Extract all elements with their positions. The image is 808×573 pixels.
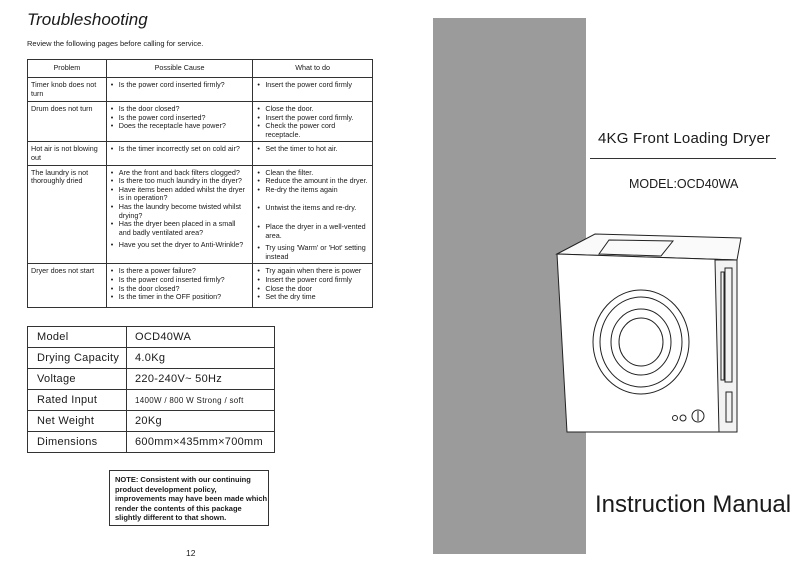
action-item: • Clean the filter. xyxy=(256,169,369,178)
problem-cell: Dryer does not start xyxy=(28,264,107,308)
spec-value: 4.0Kg xyxy=(127,348,275,369)
table-row xyxy=(28,102,373,142)
spec-label: Drying Capacity xyxy=(28,348,127,369)
page-number: 12 xyxy=(186,548,196,558)
problem-cell: Drum does not turn xyxy=(28,102,107,142)
cause-item: • Have items been added whilst the dryer is in operation? xyxy=(110,186,250,203)
spec-label: Rated Input xyxy=(28,390,127,411)
cause-item: • Is the power cord inserted? xyxy=(110,114,250,123)
cause-item: • Is the door closed? xyxy=(110,285,250,294)
dryer-illustration xyxy=(555,232,745,442)
note-box: NOTE: Consistent with our continuing product development policy, improvements may have been made which render the contents of this package slightly different to that shown. xyxy=(109,470,269,526)
action-item: • Try using 'Warm' or 'Hot' setting instead xyxy=(256,244,369,261)
table-row xyxy=(28,165,373,264)
action-item: • Set the timer to hot air. xyxy=(256,145,369,154)
troubleshooting-table xyxy=(27,59,373,308)
action-item: • Insert the power cord firmly. xyxy=(256,114,369,123)
cover-title: 4KG Front Loading Dryer xyxy=(598,130,771,147)
spec-value: 600mm×435mm×700mm xyxy=(127,432,275,453)
header-action: What to do xyxy=(253,60,373,78)
action-item: • Check the power cord receptacle. xyxy=(256,122,369,139)
spec-label: Voltage xyxy=(28,369,127,390)
spec-label: Net Weight xyxy=(28,411,127,432)
cause-item: • Is there too much laundry in the dryer? xyxy=(110,177,250,186)
cause-item: • Is there a power failure? xyxy=(110,267,250,276)
spec-value: 1400W / 800 W Strong / soft xyxy=(127,390,275,411)
action-item: • Set the dry time xyxy=(256,293,369,302)
action-item: • Try again when there is power xyxy=(256,267,369,276)
manual-title: Instruction Manual xyxy=(595,491,792,518)
action-item: • Close the door xyxy=(256,285,369,294)
spec-row xyxy=(28,390,275,411)
action-item: • Reduce the amount in the dryer. xyxy=(256,177,369,186)
table-row xyxy=(28,78,373,102)
spec-value: 20Kg xyxy=(127,411,275,432)
spec-row xyxy=(28,369,275,390)
cause-item: • Are the front and back filters clogged? xyxy=(110,169,250,178)
action-item: • Close the door. xyxy=(256,105,369,114)
action-item: • Insert the power cord firmly xyxy=(256,81,369,90)
cause-item: • Has the laundry become twisted whilst drying? xyxy=(110,203,250,220)
spec-value: OCD40WA xyxy=(127,327,275,348)
cause-item: • Is the timer in the OFF position? xyxy=(110,293,250,302)
problem-cell: The laundry is not thoroughly dried xyxy=(28,165,107,264)
cause-item: • Is the power cord inserted firmly? xyxy=(110,276,250,285)
header-problem: Problem xyxy=(28,60,107,78)
spec-value: 220-240V~ 50Hz xyxy=(127,369,275,390)
spec-row xyxy=(28,348,275,369)
cause-item: • Is the door closed? xyxy=(110,105,250,114)
spec-row xyxy=(28,327,275,348)
cause-item: • Is the timer incorrectly set on cold air? xyxy=(110,145,250,154)
action-item: • Insert the power cord firmly xyxy=(256,276,369,285)
title-divider xyxy=(590,158,776,159)
spec-label: Dimensions xyxy=(28,432,127,453)
problem-cell: Timer knob does not turn xyxy=(28,78,107,102)
table-row xyxy=(28,142,373,165)
specifications-table xyxy=(27,326,275,453)
action-item: • Untwist the items and re-dry. xyxy=(256,204,369,213)
spec-row xyxy=(28,411,275,432)
cause-item: • Does the receptacle have power? xyxy=(110,122,250,131)
page-title: Troubleshooting xyxy=(27,10,148,29)
cause-item: • Have you set the dryer to Anti-Wrinkle? xyxy=(110,241,250,250)
intro-text: Review the following pages before calling for service. xyxy=(27,39,204,48)
action-item: • Re-dry the items again xyxy=(256,186,369,195)
table-row xyxy=(28,264,373,308)
action-item: • Place the dryer in a well-vented area. xyxy=(256,223,369,240)
problem-cell: Hot air is not blowing out xyxy=(28,142,107,165)
header-cause: Possible Cause xyxy=(106,60,253,78)
cause-item: • Has the dryer been placed in a small and badly ventilated area? xyxy=(110,220,250,237)
spec-label: Model xyxy=(28,327,127,348)
model-label: MODEL:OCD40WA xyxy=(629,177,739,191)
cause-item: • Is the power cord inserted firmly? xyxy=(110,81,250,90)
spec-row xyxy=(28,432,275,453)
